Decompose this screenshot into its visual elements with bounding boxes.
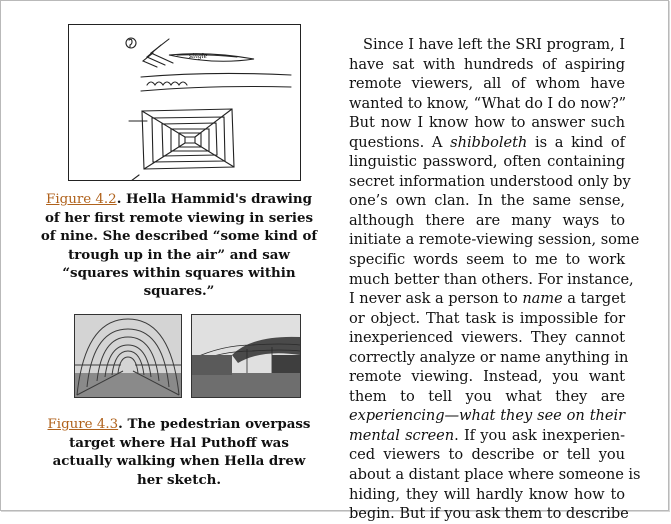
body-text-line: remote viewing. Instead, you want <box>349 368 625 386</box>
body-text-line: ced viewers to describe or tell you <box>349 446 625 464</box>
figure-4-2-caption: Figure 4.2. Hella Hammid's drawing of her first remote viewing in series of nine. She described “some kind of trough up in the air” and saw “squares within squares within squares.” <box>40 191 318 300</box>
body-text-line: correctly analyze or name anything in <box>349 348 629 366</box>
body-text-line: them to tell you what they are <box>349 387 625 405</box>
body-text-line: hiding, they will hardly know how to <box>349 485 625 503</box>
sketch-annotation: single <box>189 53 208 60</box>
body-text-line: have sat with hundreds of aspiring <box>349 55 625 73</box>
figure-4-2-link[interactable]: Figure 4.2 <box>46 192 117 207</box>
figure-4-3-link[interactable]: Figure 4.3 <box>47 417 119 432</box>
body-text-line: But now I know how to answer such <box>349 114 625 132</box>
figures-column <box>1 1 331 512</box>
hella-hammid-sketch-image <box>68 24 301 181</box>
body-text-line: questions. A shibboleth is a kind of <box>349 133 625 151</box>
body-text-column <box>349 35 641 524</box>
body-text-line: Since I have left the SRI program, I <box>363 36 625 53</box>
body-text-line: specific words seem to me to work <box>349 251 625 269</box>
body-text-line: about a distant place where someone is <box>349 466 641 484</box>
body-text-line: although there are many ways to <box>349 211 625 229</box>
body-text-line: linguistic password, often containing <box>349 153 625 171</box>
body-text-line: remote viewers, all of whom have <box>349 75 625 93</box>
figure-4-3-caption: Figure 4.3. The pedestrian overpass target where Hal Puthoff was actually walking when Hella drew her sketch. <box>47 416 311 488</box>
overpass-interior-photo <box>74 314 182 398</box>
body-text-line: inexperienced viewers. They cannot <box>349 329 625 347</box>
body-text-line: I never ask a person to name a target <box>349 290 626 308</box>
body-text-line: secret information understood only by <box>349 172 631 190</box>
body-text-line: initiate a remote-viewing session, some <box>349 231 640 249</box>
sketch-drawing <box>69 25 300 180</box>
body-text-line: mental screen. If you ask inexperien- <box>349 426 625 444</box>
body-text-line: experiencing—what they see on their <box>349 407 625 425</box>
body-text-line: one’s own clan. In the same sense, <box>349 192 625 210</box>
overpass-exterior-photo <box>191 314 301 398</box>
body-text-line: wanted to know, “What do I do now?” <box>349 94 627 112</box>
body-text-line: begin. But if you ask them to describe <box>349 505 629 523</box>
body-text-line: or object. That task is impossible for <box>349 309 625 327</box>
body-text-line: much better than others. For instance, <box>349 270 634 288</box>
